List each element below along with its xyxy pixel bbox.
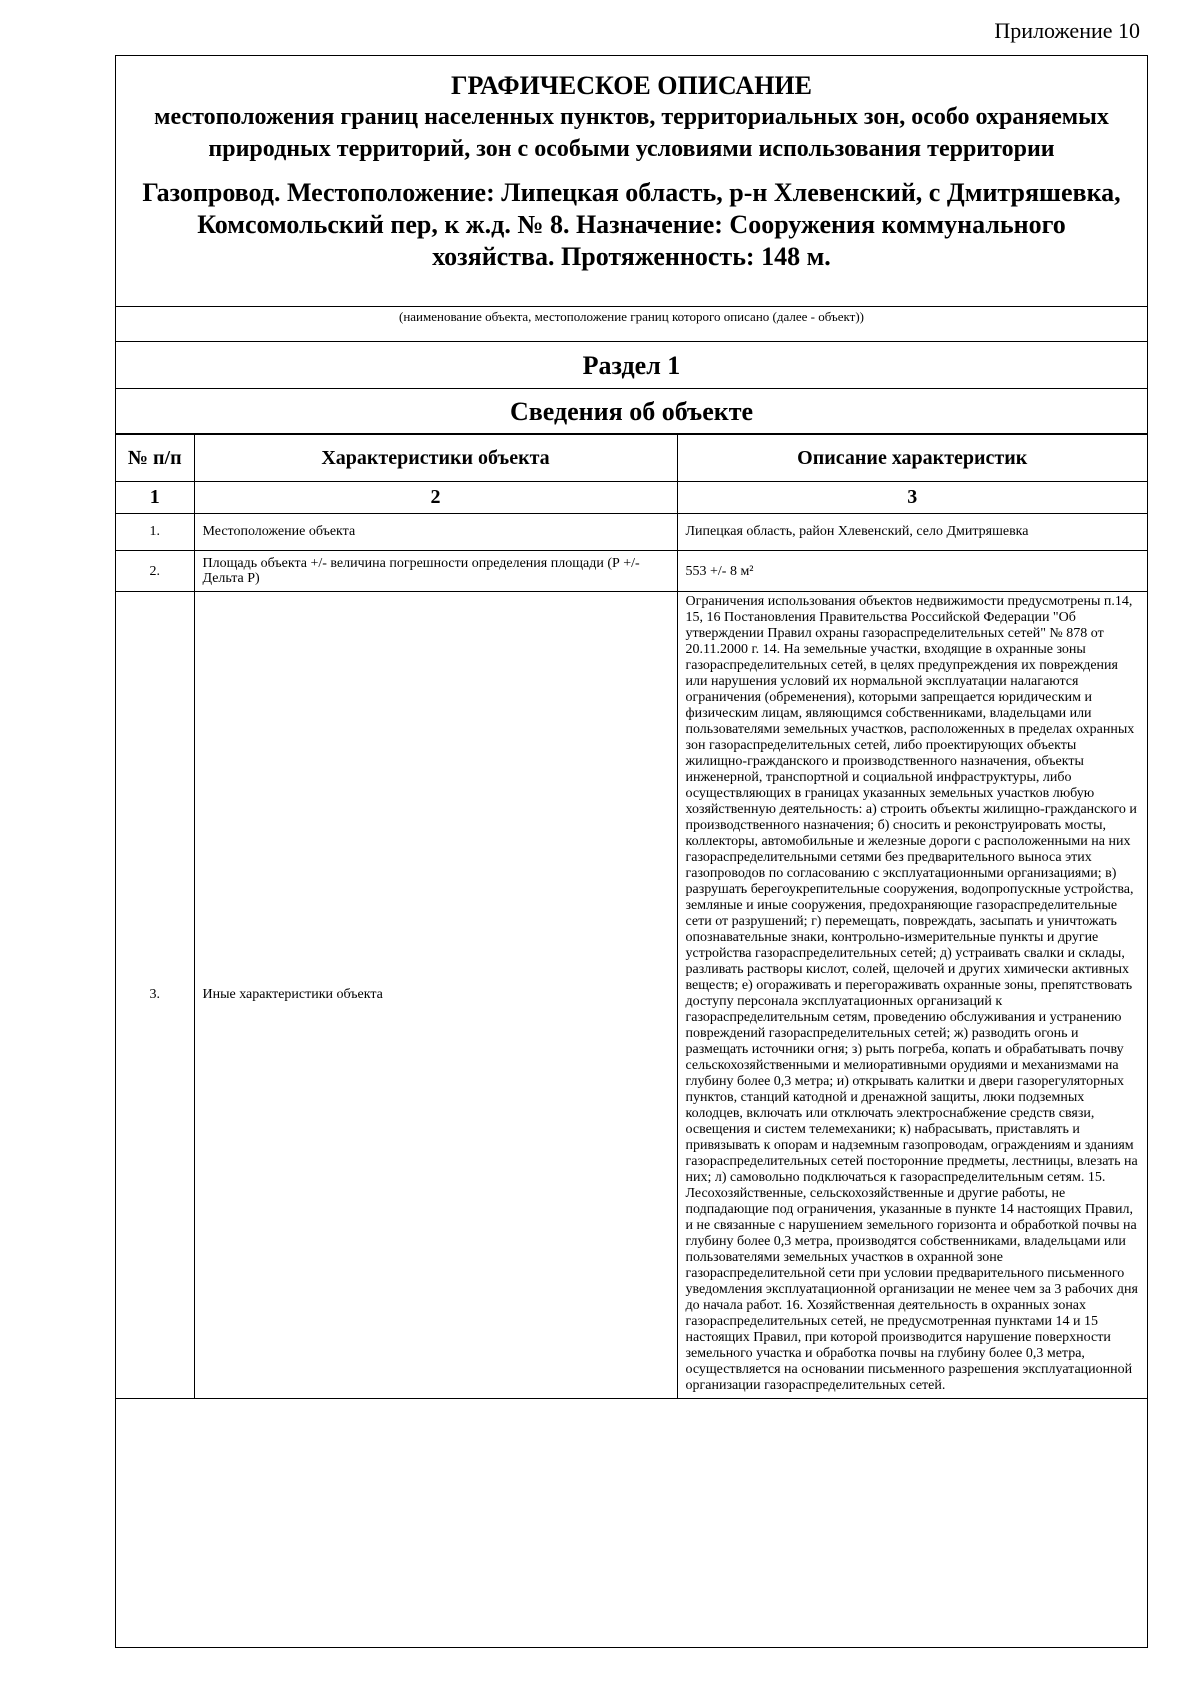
- section-title: Раздел 1: [116, 342, 1147, 389]
- row-characteristic: Местоположение объекта: [194, 514, 677, 551]
- document-frame: [115, 55, 1148, 1648]
- row-description: Ограничения использования объектов недвижимости предусмотрены п.14, 15, 16 Постановления Правительства Российской Федерации "Об утверждении Правил охраны газораспределительных сетей" № 878 от 20.11.2000 г. 14. На земельные участки, входящие в охранные зоны газораспределительных сетей, в целях предупреждения их повреждения или нарушения условий их нормальной эксплуатации налагаются ограничения (обременения), которыми запрещается юридическим и физическим лицам, являющимся собственниками, владельцами или пользователями земельных участков, расположенных в пределах охранных зон газораспределительных сетей, либо проектирующих объекты жилищно-гражданского и производственного назначения, объекты инженерной, транспортной и социальной инфраструктуры, либо осуществляющих в границах указанных земельных участков любую хозяйственную деятельность: а) строить объекты жилищно-гражданского и производственного назначения; б) сносить и реконструировать мосты, коллекторы, автомобильные и железные дороги с расположенными на них газораспределительными сетями без предварительного выноса этих газопроводов по согласованию с эксплуатационными организациями; в) разрушать берегоукрепительные сооружения, водопропускные устройства, земляные и иные сооружения, предохраняющие газораспределительные сети от разрушений; г) перемещать, повреждать, засыпать и уничтожать опознавательные знаки, контрольно-измерительные пункты и другие устройства газораспределительных сетей; д) устраивать свалки и склады, разливать растворы кислот, солей, щелочей и других химически активных веществ; е) огораживать и перегораживать охранные зоны, препятствовать доступу персонала эксплуатационных организаций к газораспределительным сетям, проведению обслуживания и устранению повреждений газораспределительных сетей; ж) разводить огонь и размещать источники огня; з) рыть погреба, копать и обрабатывать почву сельскохозяйственными и мелиоративными орудиями и механизмами на глубину более 0,3 метра; и) открывать калитки и двери газорегуляторных пунктов, станций катодной и дренажной защиты, люки подземных колодцев, включать или отключать электроснабжение средств связи, освещения и систем телемеханики; к) набрасывать, приставлять и привязывать к опорам и надземным газопроводам, ограждениям и зданиям газораспределительных сетей посторонние предметы, лестницы, влезать на них; л) самовольно подключаться к газораспределительным сетям. 15. Лесохозяйственные, сельскохозяйственные и другие работы, не подпадающие под ограничения, указанные в пункте 14 настоящих Правил, и не связанные с нарушением земельного горизонта и обработкой почвы на глубину более 0,3 метра, производятся собственниками, владельцами или пользователями земельных участков в охранной зоне газораспределительной сети при условии предварительного письменного уведомления эксплуатационной организации не менее чем за 3 рабочих дня до начала работ. 16. Хозяйственная деятельность в охранных зонах газораспределительных сетей, не предусмотренная пунктами 14 и 15 настоящих Правил, при которой производится нарушение поверхности земельного участка и обработка почвы на глубину более 0,3 метра, осуществляется на основании письменного разрешения эксплуатационной организации газораспределительных сетей.: [677, 592, 1147, 1399]
- object-caption: (наименование объекта, местоположение границ которого описано (далее - объект)): [116, 307, 1147, 342]
- document-subtitle: местоположения границ населенных пунктов, территориальных зон, особо охраняемых природных территорий, зон с особыми условиями использования территории: [154, 104, 1109, 162]
- column-number-1: 1: [116, 482, 194, 514]
- document-title: ГРАФИЧЕСКОЕ ОПИСАНИЕ: [451, 71, 812, 100]
- column-number-3: 3: [677, 482, 1147, 514]
- row-description: Липецкая область, район Хлевенский, село Дмитряшевка: [677, 514, 1147, 551]
- header-characteristic: Характеристики объекта: [194, 435, 677, 482]
- table-column-numbers-row: [116, 482, 1147, 514]
- appendix-label: Приложение 10: [994, 18, 1140, 43]
- table-row: [116, 551, 1147, 592]
- row-characteristic: Иные характеристики объекта: [194, 592, 677, 1399]
- row-characteristic: Площадь объекта +/- величина погрешности определения площади (Р +/- Дельта Р): [194, 551, 677, 592]
- object-name: Газопровод. Местоположение: Липецкая область, р-н Хлевенский, с Дмитряшевка, Комсомольский пер, к ж.д. № 8. Назначение: Сооружения коммунального хозяйства. Протяженность: 148 м.: [142, 178, 1121, 271]
- characteristics-table: [116, 434, 1147, 1399]
- table-row: [116, 514, 1147, 551]
- document-header: [116, 56, 1147, 307]
- row-number: 1.: [116, 514, 194, 551]
- row-number: 3.: [116, 592, 194, 1399]
- header-description: Описание характеристик: [677, 435, 1147, 482]
- table-row: [116, 592, 1147, 1399]
- subsection-title: Сведения об объекте: [116, 389, 1147, 434]
- table-header-row: [116, 435, 1147, 482]
- column-number-2: 2: [194, 482, 677, 514]
- row-description: 553 +/- 8 м²: [677, 551, 1147, 592]
- row-number: 2.: [116, 551, 194, 592]
- header-num: № п/п: [116, 435, 194, 482]
